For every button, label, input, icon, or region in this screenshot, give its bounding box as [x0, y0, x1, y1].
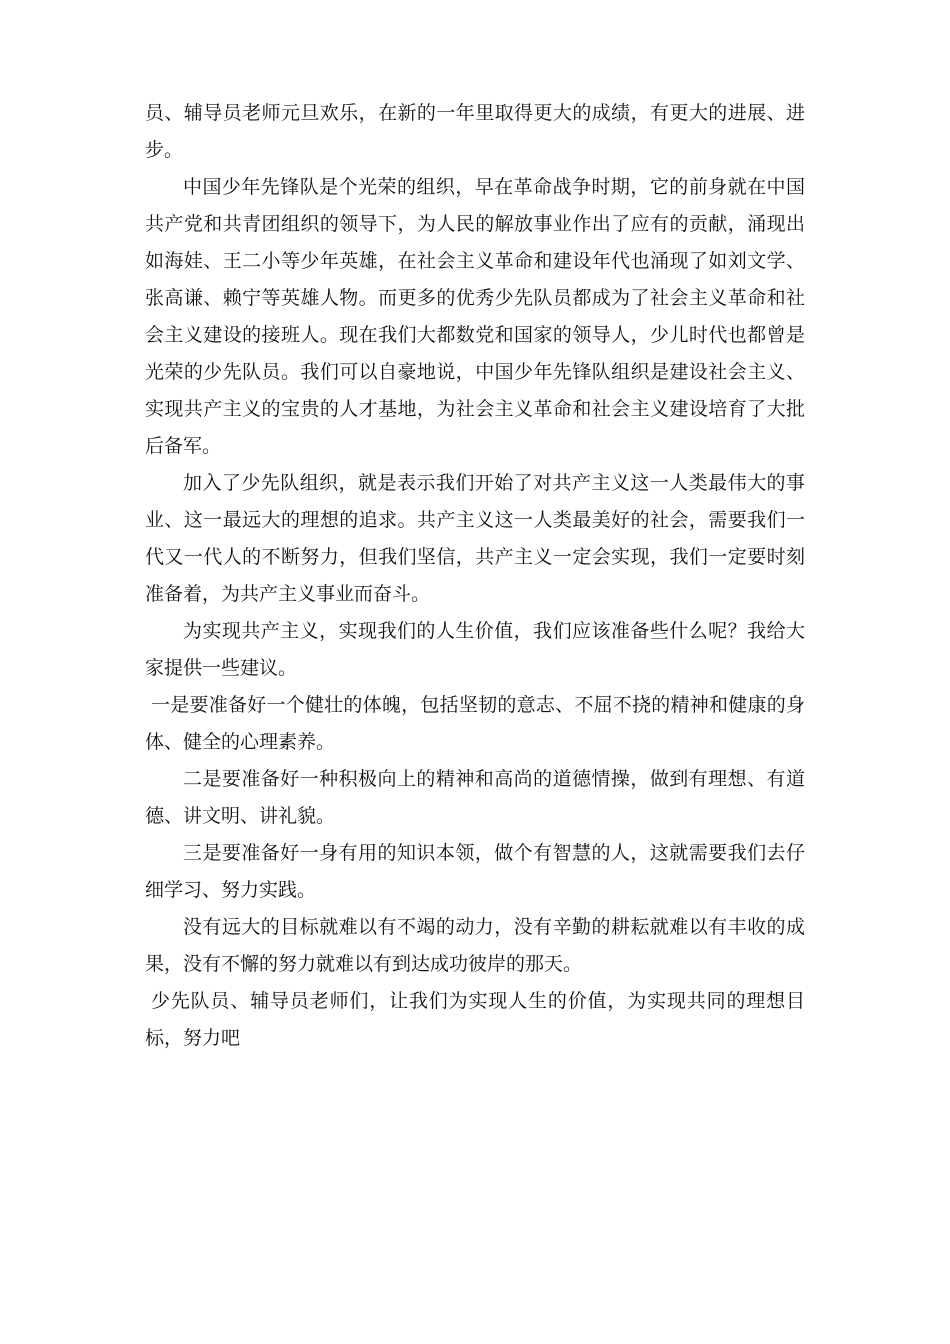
- paragraph-4: 为实现共产主义，实现我们的人生价值，我们应该准备些什么呢？我给大家提供一些建议。: [145, 620, 805, 679]
- paragraph-7: 三是要准备好一身有用的知识本领，做个有智慧的人，这就需要我们去仔细学习、努力实践。: [145, 842, 805, 901]
- paragraph-1: 员、辅导员老师元旦欢乐，在新的一年里取得更大的成绩，有更大的进展、进步。: [145, 102, 805, 161]
- paragraph-8: 没有远大的目标就难以有不竭的动力，没有辛勤的耕耘就难以有丰收的成果，没有不懈的努力就难以有到达成功彼岸的那天。: [145, 916, 805, 975]
- paragraph-3: 加入了少先队组织，就是表示我们开始了对共产主义这一人类最伟大的事业、这一最远大的理想的追求。共产主义这一人类最美好的社会，需要我们一代又一代人的不断努力，但我们坚信，共产主义一定会实现，我们一定要时刻准备着，为共产主义事业而奋斗。: [145, 472, 805, 605]
- paragraph-6: 二是要准备好一种积极向上的精神和高尚的道德情操，做到有理想、有道德、讲文明、讲礼貌。: [145, 768, 805, 827]
- paragraph-2: 中国少年先锋队是个光荣的组织，早在革命战争时期，它的前身就在中国共产党和共青团组织的领导下，为人民的解放事业作出了应有的贡献，涌现出如海娃、王二小等少年英雄，在社会主义革命和建设年代也涌现了如刘文学、张高谦、赖宁等英雄人物。而更多的优秀少先队员都成为了社会主义革命和社会主义建设的接班人。现在我们大都数党和国家的领导人，少儿时代也都曾是光荣的少先队员。我们可以自豪地说，中国少年先锋队组织是建设社会主义、实现共产主义的宝贵的人才基地，为社会主义革命和社会主义建设培育了大批后备军。: [145, 176, 805, 457]
- paragraph-5: 一是要准备好一个健壮的体魄，包括坚韧的意志、不屈不挠的精神和健康的身体、健全的心理素养。: [145, 694, 805, 753]
- paragraph-9: 少先队员、辅导员老师们，让我们为实现人生的价值，为实现共同的理想目标，努力吧: [145, 990, 805, 1049]
- document-body: [145, 95, 805, 1057]
